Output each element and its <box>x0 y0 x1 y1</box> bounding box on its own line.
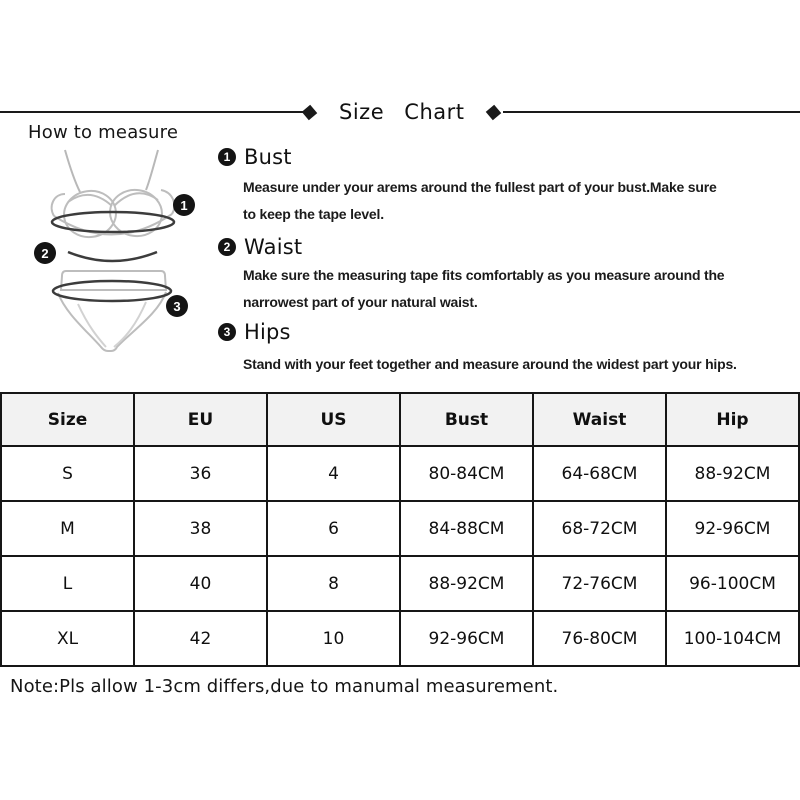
instruction-line: Stand with your feet together and measure around the widest part your hips. <box>243 356 737 372</box>
size-table-cell: 36 <box>134 446 267 501</box>
instruction-heading <box>218 320 800 344</box>
instruction-title-waist: Waist <box>244 235 303 259</box>
size-table-row <box>1 611 799 666</box>
size-table-cell: 64-68CM <box>533 446 666 501</box>
size-table <box>0 392 800 667</box>
size-table-header-cell: EU <box>134 393 267 446</box>
note-text: Note:Pls allow 1-3cm differs,due to manumal measurement. <box>10 676 559 697</box>
instruction-title-bust: Bust <box>244 145 292 169</box>
page-title: Size Chart <box>339 100 465 124</box>
size-table-body <box>1 446 799 666</box>
bikini-measure-illustration <box>18 142 218 367</box>
size-table-cell: 4 <box>267 446 400 501</box>
instruction-heading <box>218 235 800 259</box>
instruction-description <box>243 174 800 227</box>
size-table-row <box>1 501 799 556</box>
title-rule-right <box>503 111 800 113</box>
size-table-cell: L <box>1 556 134 611</box>
diamond-icon <box>302 104 317 119</box>
size-table-cell: XL <box>1 611 134 666</box>
size-table-cell: 72-76CM <box>533 556 666 611</box>
instruction-heading <box>218 145 800 169</box>
size-table-cell: M <box>1 501 134 556</box>
size-table-cell: S <box>1 446 134 501</box>
figure-badge-3 <box>166 295 188 317</box>
title-bar <box>0 101 800 123</box>
instruction-line: narrowest part of your natural waist. <box>243 293 478 310</box>
size-table-cell: 40 <box>134 556 267 611</box>
size-table-cell: 96-100CM <box>666 556 799 611</box>
size-table-header-cell: Size <box>1 393 134 446</box>
size-table-header-cell: US <box>267 393 400 446</box>
size-table-cell: 88-92CM <box>400 556 533 611</box>
size-table-header-cell: Bust <box>400 393 533 446</box>
instruction-line: Make sure the measuring tape fits comfortably as you measure around the <box>243 267 725 283</box>
size-table-cell: 92-96CM <box>666 501 799 556</box>
size-table-cell: 84-88CM <box>400 501 533 556</box>
step-1-badge: 1 <box>218 148 236 166</box>
size-table-cell: 100-104CM <box>666 611 799 666</box>
instruction-title-hips: Hips <box>244 320 291 344</box>
step-3-badge: 3 <box>218 323 236 341</box>
figure-badge-2 <box>34 242 56 264</box>
title-rule-left <box>0 111 305 113</box>
size-table-cell: 88-92CM <box>666 446 799 501</box>
bikini-top-straps <box>65 150 158 192</box>
instruction-line: Measure under your arems around the fullest part of your bust.Make sure <box>243 179 717 195</box>
diamond-icon <box>485 104 500 119</box>
instruction-description <box>243 351 800 378</box>
svg-text:2: 2 <box>41 246 49 261</box>
instruction-description <box>243 262 800 315</box>
svg-text:3: 3 <box>173 299 181 314</box>
size-table-head <box>1 393 799 446</box>
size-table-header-row <box>1 393 799 446</box>
size-table-cell: 38 <box>134 501 267 556</box>
size-table-cell: 92-96CM <box>400 611 533 666</box>
size-table-header-cell: Hip <box>666 393 799 446</box>
size-table-header-cell: Waist <box>533 393 666 446</box>
step-2-badge: 2 <box>218 238 236 256</box>
size-table-cell: 6 <box>267 501 400 556</box>
size-table-cell: 68-72CM <box>533 501 666 556</box>
instruction-bust <box>218 145 800 227</box>
svg-text:1: 1 <box>180 198 188 213</box>
how-to-measure-label: How to measure <box>28 122 179 143</box>
size-table-cell: 10 <box>267 611 400 666</box>
figure-badge-1 <box>173 194 195 216</box>
size-table-row <box>1 556 799 611</box>
waist-tape-arc <box>68 252 157 261</box>
size-table-cell: 42 <box>134 611 267 666</box>
instruction-waist <box>218 235 800 315</box>
instruction-hips <box>218 320 800 378</box>
size-table-row <box>1 446 799 501</box>
size-table-cell: 80-84CM <box>400 446 533 501</box>
size-table-cell: 8 <box>267 556 400 611</box>
instruction-line: to keep the tape level. <box>243 205 384 222</box>
size-table-cell: 76-80CM <box>533 611 666 666</box>
